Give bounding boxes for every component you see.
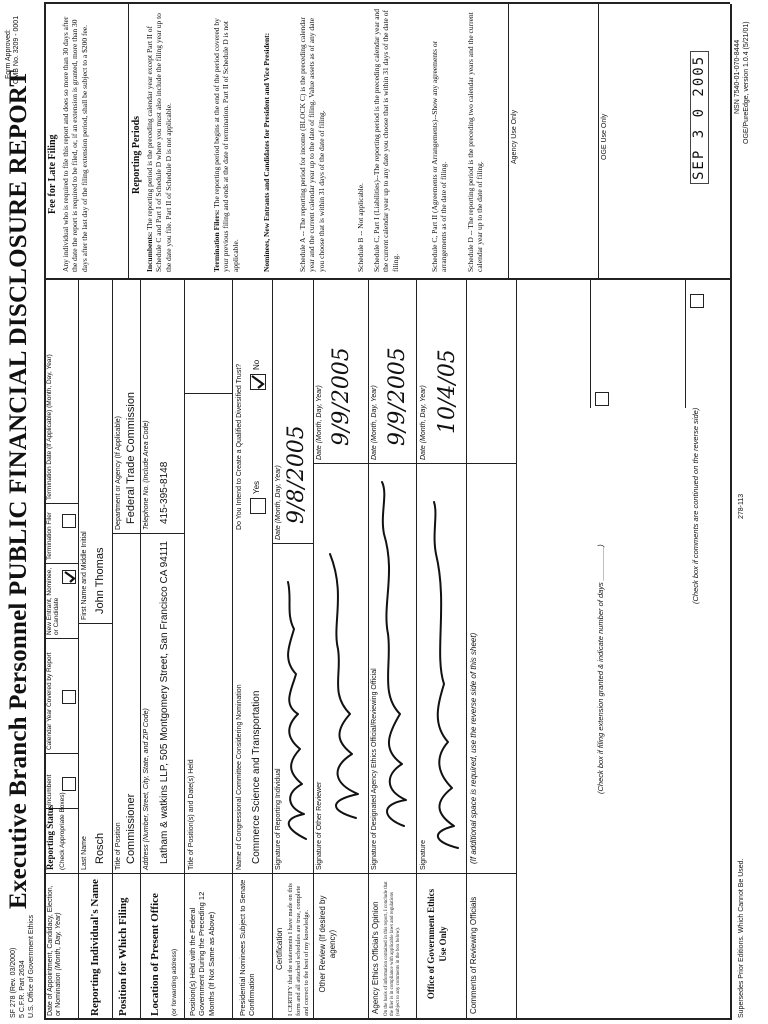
nominees-heading: Nominees, New Entrants and Candidates for President and Vice President: — [262, 32, 271, 272]
rule — [44, 2, 730, 4]
rule — [78, 623, 112, 624]
title-of-position-field[interactable]: Commissioner — [125, 793, 137, 864]
incumbent-label: Incumbent — [46, 774, 53, 805]
schedule-b-text: Schedule B -- Not applicable. — [356, 183, 365, 272]
address-label: Address (Number, Street, City, State, and ZIP Code) — [143, 708, 150, 870]
schedule-d-text: Schedule D -- The reporting period is the preceding two calendar years and the current calendar year up to the date of filing. — [466, 12, 485, 272]
other-reviewer-signature-label: Signature of Other Reviewer — [316, 781, 323, 870]
termination-filer-label: Termination Filer — [46, 511, 53, 560]
rule — [184, 393, 232, 394]
certification-date-field[interactable]: 9/8/2005 — [284, 425, 309, 524]
new-entrant-checkbox[interactable] — [62, 570, 76, 584]
check-mark-icon — [251, 375, 265, 389]
other-review-label: Other Review (If desired by agency) — [318, 895, 338, 993]
department-label: Department or Agency (If Applicable) — [115, 415, 122, 530]
ethics-official-date-label: Date (Month, Day, Year) — [371, 385, 378, 460]
nominees-label: Presidential Nominees Subject to Senate Confirmation — [238, 879, 257, 1016]
oge-use-only-label: Office of Government Ethics Use Only — [426, 888, 448, 1000]
ethics-official-text: On the basis of information contained in this report, I conclude that the filer is in compliance with applicable laws and regulations (subject to any comments in the box below). — [384, 881, 401, 1016]
rule — [508, 4, 509, 280]
telephone-field[interactable]: 415-395-8148 — [159, 461, 170, 524]
rule — [128, 4, 129, 280]
rule — [78, 280, 79, 1020]
rule — [590, 280, 591, 408]
form-id: SF 278 (Rev. 03/2000) — [10, 947, 17, 1018]
committee-label: Name of Congressional Committee Considering Nomination — [236, 684, 243, 870]
rule — [598, 4, 599, 280]
trust-no-label: No — [252, 359, 261, 370]
extension-check-text: (Check box if filing extension granted & indicate number of days ________) — [596, 544, 605, 794]
calendar-year-field[interactable] — [62, 690, 76, 704]
oge-date-field[interactable]: 10/4/05 — [435, 349, 460, 434]
late-filing-text: Any individual who is required to file this report and does so more than 30 days after the date the report is required to be filed, or, if an extension is granted, more than 30 days after the last day of the filing extension period, shall be subject to a $200 fee. — [61, 16, 89, 272]
extension-checkbox[interactable] — [595, 392, 609, 406]
new-entrant-label: New Entrant, Nominee, or Candidate — [46, 567, 60, 635]
rule — [232, 280, 233, 1020]
termination-date-label: Termination Date (If Applicable) (Month, Day, Year) — [46, 354, 53, 500]
check-mark-icon — [64, 571, 76, 583]
trust-question-label: Do You Intend to Create a Qualified Diversified Trust? — [236, 363, 243, 530]
first-name-label: First Name and Middle Initial — [81, 531, 88, 620]
received-date-stamp: SEP 3 0 2005 — [690, 51, 709, 184]
rule — [44, 638, 78, 639]
rule — [112, 533, 184, 534]
last-name-label: Last Name — [81, 836, 88, 870]
trust-yes-checkbox[interactable] — [250, 498, 266, 514]
form-page-number: 278-113 — [738, 493, 745, 519]
other-reviewer-signature — [322, 544, 366, 824]
rule — [416, 280, 417, 1020]
agency-name: U.S. Office of Government Ethics — [28, 915, 35, 1018]
supersedes-note: Supersedes Prior Editions. Which Cannot Be Used. — [738, 858, 745, 1018]
certification-date-label: Date (Month, Day, Year) — [275, 465, 282, 540]
agency-use-only-label: Agency Use Only — [511, 109, 518, 164]
rule — [466, 280, 467, 1020]
certification-text: I CERTIFY that the statements I have made on this form and all attached schedules are true, complete and correct to the best of my knowledge. — [287, 883, 310, 1016]
rule — [272, 543, 313, 544]
trust-yes-label: Yes — [252, 480, 261, 494]
telephone-label: Telephone No. (Include Area Code) — [143, 420, 150, 530]
ethics-official-signature — [374, 474, 416, 834]
rule — [112, 280, 113, 1020]
oge-signature — [424, 494, 466, 854]
termination-filers-text: Termination Filers: The reporting period begins at the end of the period covered by your previous filing and ends at the date of termination. Part II of Schedule D is not applicable. — [212, 18, 240, 272]
last-name-field[interactable]: Rosch — [94, 832, 106, 864]
comments-hint: (If additional space is required, use the reverse side of this sheet) — [469, 632, 478, 864]
rule — [44, 278, 730, 280]
reporting-individual-signature — [276, 574, 314, 844]
department-field[interactable]: Federal Trade Commission — [125, 391, 137, 524]
termination-filer-checkbox[interactable] — [62, 514, 76, 528]
incumbent-checkbox[interactable] — [62, 777, 76, 791]
date-of-appointment-label: Date of Appointment, Candidacy, Election, or Nomination (Month, Day, Year) — [47, 885, 63, 1016]
oge-use-only-panel-label: OGE Use Only — [601, 113, 608, 160]
office-section-label: Location of Present Office — [149, 893, 161, 1016]
prior-positions-title-label: Title of Position(s) and Date(s) Held — [188, 759, 195, 870]
form-version: OGE/PureEdge, version 1.0.4 (5/21/01) — [743, 21, 750, 144]
prior-positions-label: Position(s) Held with the Federal Government During the Preceding 12 Months (If Not Same as Above) — [188, 891, 216, 1016]
title-of-position-label: Title of Position — [115, 822, 122, 870]
reporting-name-section-label: Reporting Individual's Name — [89, 879, 101, 1016]
rule — [313, 463, 516, 464]
reporting-signature-label: Signature of Reporting Individual — [275, 768, 282, 870]
first-name-field[interactable]: John Thomas — [94, 547, 106, 614]
other-review-date-label: Date (Month, Day, Year) — [316, 385, 323, 460]
position-section-label: Position for Which Filing — [117, 897, 129, 1016]
rule — [44, 503, 78, 504]
oge-signature-label: Signature — [420, 840, 427, 870]
rule — [516, 280, 517, 1020]
rule — [44, 753, 78, 754]
schedule-c1-text: Schedule C, Part I (Liabilities)--The reporting period is the preceding calendar year and the current calendar year up to any date you choose that is within 31 days of the date of filing. — [372, 8, 400, 272]
continued-checkbox[interactable] — [690, 294, 704, 308]
schedule-a-text: Schedule A -- The reporting period for income (BLOCK C) is the preceding calendar year and the current calendar year up to the date of filing. Value assets as of any date you choose that is within 31 days of the date of filing. — [298, 17, 326, 272]
ethics-official-date-field[interactable]: 9/9/2005 — [385, 347, 410, 446]
comments-label: Comments of Reviewing Officials — [469, 896, 478, 1014]
committee-field[interactable]: Commerce Science and Transportation — [251, 690, 262, 864]
omb-number: OMB No. 3209 - 0001 — [13, 15, 20, 84]
calendar-year-label: Calendar Year Covered by Report — [46, 652, 53, 750]
other-review-date-field[interactable]: 9/9/2005 — [329, 347, 354, 446]
rule — [272, 280, 273, 1020]
schedule-c2-text: Schedule C, Part II (Agreements or Arrangements)--Show any agreements or arrangements as of the date of filing. — [430, 40, 449, 272]
rule — [44, 563, 78, 564]
ethics-official-label: Agency Ethics Official's Opinion — [371, 901, 380, 1014]
late-filing-title: Fee for Late Filing — [47, 134, 58, 214]
address-field[interactable]: Latham & watkins LLP, 505 Montgomery Street, San Francisco CA 94111 — [159, 541, 170, 864]
trust-no-checkbox[interactable] — [250, 374, 266, 390]
rule — [730, 4, 732, 1020]
rule — [44, 873, 516, 874]
oge-date-label: Date (Month, Day, Year) — [420, 385, 427, 460]
rule — [368, 280, 369, 1020]
certification-label: Certification — [275, 927, 284, 970]
incumbents-text: Incumbents: The reporting period is the preceding calendar year except Part II of Schedule C and Part I of Schedule D where you must also include the filing year up to the date you file. Part II of Schedule D is not applicable. — [145, 13, 173, 272]
rule — [44, 1018, 730, 1020]
nsn-number: NSN 7540-01-070-8444 — [734, 39, 741, 114]
form-title: Executive Branch Personnel PUBLIC FINANCIAL DISCLOSURE REPORT — [5, 69, 32, 909]
cfr-citation: 5 C.F.R. Part 2634 — [19, 960, 26, 1018]
ethics-official-signature-label: Signature of Designated Agency Ethics Official/Reviewing Official — [371, 668, 378, 870]
rule — [685, 280, 686, 408]
continued-check-text: (Check box if comments are continued on the reverse side) — [691, 407, 700, 604]
reporting-status-label: Reporting Status — [45, 804, 55, 870]
rule — [184, 280, 185, 1020]
rule — [140, 280, 141, 1020]
office-section-hint: (or forwarding address) — [171, 948, 178, 1016]
reporting-status-hint: (Check Appropriate Boxes) — [59, 792, 66, 870]
form-approved: Form Approved: — [5, 29, 12, 79]
reporting-periods-title: Reporting Periods — [131, 115, 142, 194]
